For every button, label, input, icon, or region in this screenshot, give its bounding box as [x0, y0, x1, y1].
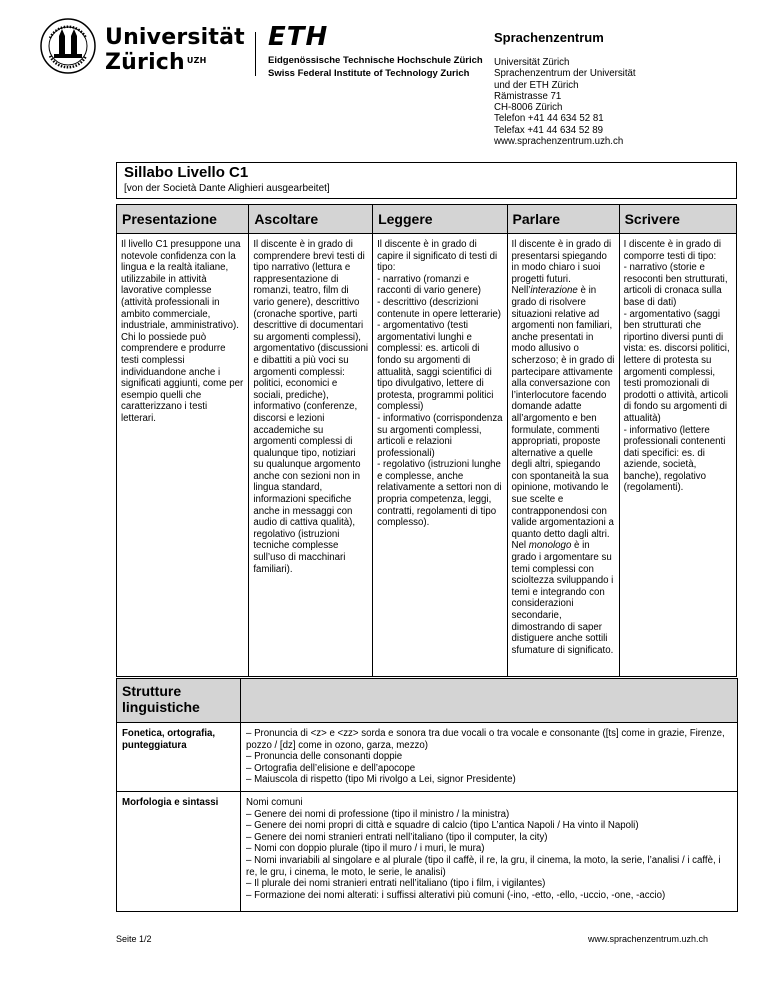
eth-subtitle — [268, 54, 483, 80]
address-line: Telefax +41 44 634 52 89 — [494, 124, 604, 136]
cell-parlare — [507, 234, 619, 677]
content-line: Nomi comuni — [246, 796, 303, 808]
eth-sub-line2: Swiss Federal Institute of Technology Zurich — [268, 68, 470, 79]
address-block — [494, 57, 636, 147]
content-line: – Il plurale dei nomi stranieri entrati nell’italiano (tipo i film, i vigilantes) — [246, 878, 546, 890]
leggere-line: - argomentativo (testi argomentativi lunghi e complessi: es. articoli di fondo su argomenti di attualità, saggi scientifici di tipo divulgativo, lettere di protesta, programmi politici complessi) — [377, 320, 494, 413]
uzh-name-line1: Universität — [105, 25, 245, 50]
scrivere-line: - informativo (lettere professionali contenenti dati specifici: es. di aziende, società, banche), regolativo (regolamenti). — [623, 424, 726, 494]
scrivere-line: - argomentativo (saggi ben strutturati che riportino diversi punti di vista: es. discorsi politici, lettere di protesta su argomenti complessi, testi promozionali di prodotti o attività, articoli di fondo su argomenti di attualità) — [623, 308, 730, 424]
uzh-wordmark — [105, 25, 245, 75]
parlare-intro: Il discente è in grado di presentarsi spiegando in modo chiaro i suoi progetti futuri. — [511, 239, 612, 285]
content-line: – Pronuncia di <z> e <zz> sorda e sonora tra due vocali o tra vocale e consonante ([ts] come in grazie, Firenze, pozzo / [dz] come in ozono, garza, mezzo) — [246, 728, 725, 751]
leggere-line: - informativo (corrispondenza su argomenti complessi, articoli e relazioni professionali) — [377, 412, 503, 459]
linguistics-table — [116, 678, 738, 912]
parlare-interaction-term: interazione — [530, 285, 578, 297]
uzh-seal-logo — [40, 18, 96, 74]
row-content-morfologia — [241, 791, 738, 911]
cell-scrivere — [619, 234, 736, 677]
content-line: – Formazione dei nomi alterati: i suffissi alterativi più comuni (-ino, -etto, -ello, -uccio, -one, -accio) — [246, 889, 666, 901]
leggere-line: - descrittivo (descrizioni contenute in opere letterarie) — [377, 296, 501, 320]
sprachenzentrum-title: Sprachenzentrum — [494, 30, 604, 45]
linguistics-heading: Strutture linguistiche — [117, 679, 241, 723]
cell-ascoltare: Il discente è in grado di comprendere brevi testi di tipo narrativo (lettura e rappresentazione di romanzi, teatro, film di vario genere), descrittivo (cronache sportive, parti descrittive di documentari su argomenti complessi), argomentativo (discussioni e dibattiti a più voci su argomenti complessi: politici, economici e sociali, prediche), informativo (conferenze, discorsi e lezioni accademiche su argomenti complessi di qualunque tipo, notiziari su qualunque argomento anche con sezioni non in lingua standard, informazioni specifiche anche in messaggi con audio di cattiva qualità), regolativo (istruzioni tecniche complesse sull’uso di macchinari familiari). — [249, 234, 373, 677]
row-label-morfologia: Morfologia e sintassi — [117, 791, 241, 911]
page-number: Seite 1/2 — [116, 934, 152, 944]
parlare-monologue-text: è in grado i argomentare su temi complessi con scioltezza sviluppando i temi e integrando con considerazioni secondarie, dimostrando di saper distiguere anche sottili sfumature di significato. — [511, 540, 614, 656]
skills-header-row — [117, 205, 737, 234]
address-line: CH-8006 Zürich — [494, 102, 563, 114]
header-divider — [255, 32, 256, 76]
uzh-name-line2: Zürich — [105, 50, 185, 75]
address-line: www.sprachenzentrum.uzh.ch — [494, 136, 624, 148]
content-line: – Genere dei nomi di professione (tipo il ministro / la ministra) — [246, 808, 510, 820]
linguistics-row — [117, 723, 738, 792]
parlare-monologue-term: monologo — [528, 540, 572, 552]
uzh-sup: UZH — [186, 56, 207, 65]
page-title: Sillabo Livello C1 — [124, 164, 249, 181]
address-line: und der ETH Zürich — [494, 79, 579, 91]
address-line: Universität Zürich — [494, 57, 570, 68]
leggere-line: Il discente è in grado di capire il significato di testi di tipo: — [377, 239, 498, 274]
content-line: – Pronuncia delle consonanti doppie — [246, 751, 403, 763]
eth-sub-line1: Eidgenössische Technische Hochschule Zürich — [268, 55, 483, 66]
parlare-monologue-prefix: Nel — [511, 540, 529, 552]
parlare-interaction-prefix: Nell’ — [511, 285, 531, 297]
leggere-line: - narrativo (romanzi e racconti di vario genere) — [377, 273, 482, 297]
content-line: – Nomi invariabili al singolare e al plurale (tipo il caffè, il re, la gru, il cinema, la moto, la serie, l’analisi / i caffè, i re, le gru, i cinema, le moto, le serie, le analisi) — [246, 854, 721, 878]
linguistics-row — [117, 791, 738, 911]
parlare-interaction-text: è in grado di risolvere situazioni relative ad argomenti non familiari, anche presentati in modo allusivo o scherzoso; è in grado di partecipare attivamente alla conversazione con l’interlocutore facendo domande adatte all’argomento e ben formulate, commenti appropriati, proposte alternative a quelle degli altri, spiegando con spontaneità la sua opinione, motivando le sue scelte e contrapponendosi con valide argomentazioni a quanto detto dagli altri. — [511, 285, 615, 540]
header-presentazione: Presentazione — [117, 205, 249, 234]
content-line: – Genere dei nomi stranieri entrati nell’italiano (tipo il computer, la city) — [246, 831, 548, 843]
scrivere-line: - narrativo (storie e resoconti ben strutturati, articoli di cronaca sulla base di dati) — [623, 262, 728, 308]
address-line: Sprachenzentrum der Universität — [494, 68, 636, 80]
footer-url: www.sprachenzentrum.uzh.ch — [588, 934, 709, 944]
skills-table — [116, 204, 737, 677]
linguistics-heading-fill — [241, 679, 738, 723]
cell-presentazione: Il livello C1 presuppone una notevole confidenza con la lingua e la realtà italiane, utilizzabile in attività lavorative complesse (attività professionali in ambito commerciale, industriale, amministrativo). Chi lo possiede può comprendere e produrre testi complessi individuandone anche i significati aggiunti, come per esempio quelli che caratterizzano i testi letterari. — [117, 234, 249, 677]
scrivere-line: I discente è in grado di comporre testi di tipo: — [623, 239, 722, 262]
header-ascoltare: Ascoltare — [249, 205, 373, 234]
eth-logo: ETH — [268, 22, 329, 52]
address-line: Telefon +41 44 634 52 81 — [494, 113, 604, 125]
content-line: – Ortografia dell’elisione e dell’apocope — [246, 762, 416, 774]
content-line: – Maiuscola di rispetto (tipo Mi rivolgo a Lei, signor Presidente) — [246, 774, 516, 786]
cell-leggere — [373, 234, 507, 677]
row-label-fonetica: Fonetica, ortografia, punteggiatura — [117, 723, 241, 792]
parlare-monologue — [512, 540, 615, 656]
header-leggere: Leggere — [373, 205, 507, 234]
page-subtitle: [von der Società Dante Alighieri ausgearbeitet] — [124, 183, 330, 194]
content-line: – Genere dei nomi propri di città e squadre di calcio (tipo L’antica Napoli / Ha vinto il Napoli) — [246, 820, 639, 832]
content-line: – Nomi con doppio plurale (tipo il muro / i muri, le mura) — [246, 843, 485, 855]
leggere-line: - regolativo (istruzioni lunghe e complesse, anche relativamente a settori non di propria competenza, leggi, contratti, regolamenti di tipo complesso). — [377, 459, 502, 529]
header-scrivere: Scrivere — [619, 205, 736, 234]
row-content-fonetica — [241, 723, 738, 792]
header-parlare: Parlare — [507, 205, 619, 234]
skills-body-row — [117, 234, 737, 677]
address-line: Rämistrasse 71 — [494, 90, 562, 102]
linguistics-header-row — [117, 679, 738, 723]
parlare-interaction — [512, 285, 615, 540]
